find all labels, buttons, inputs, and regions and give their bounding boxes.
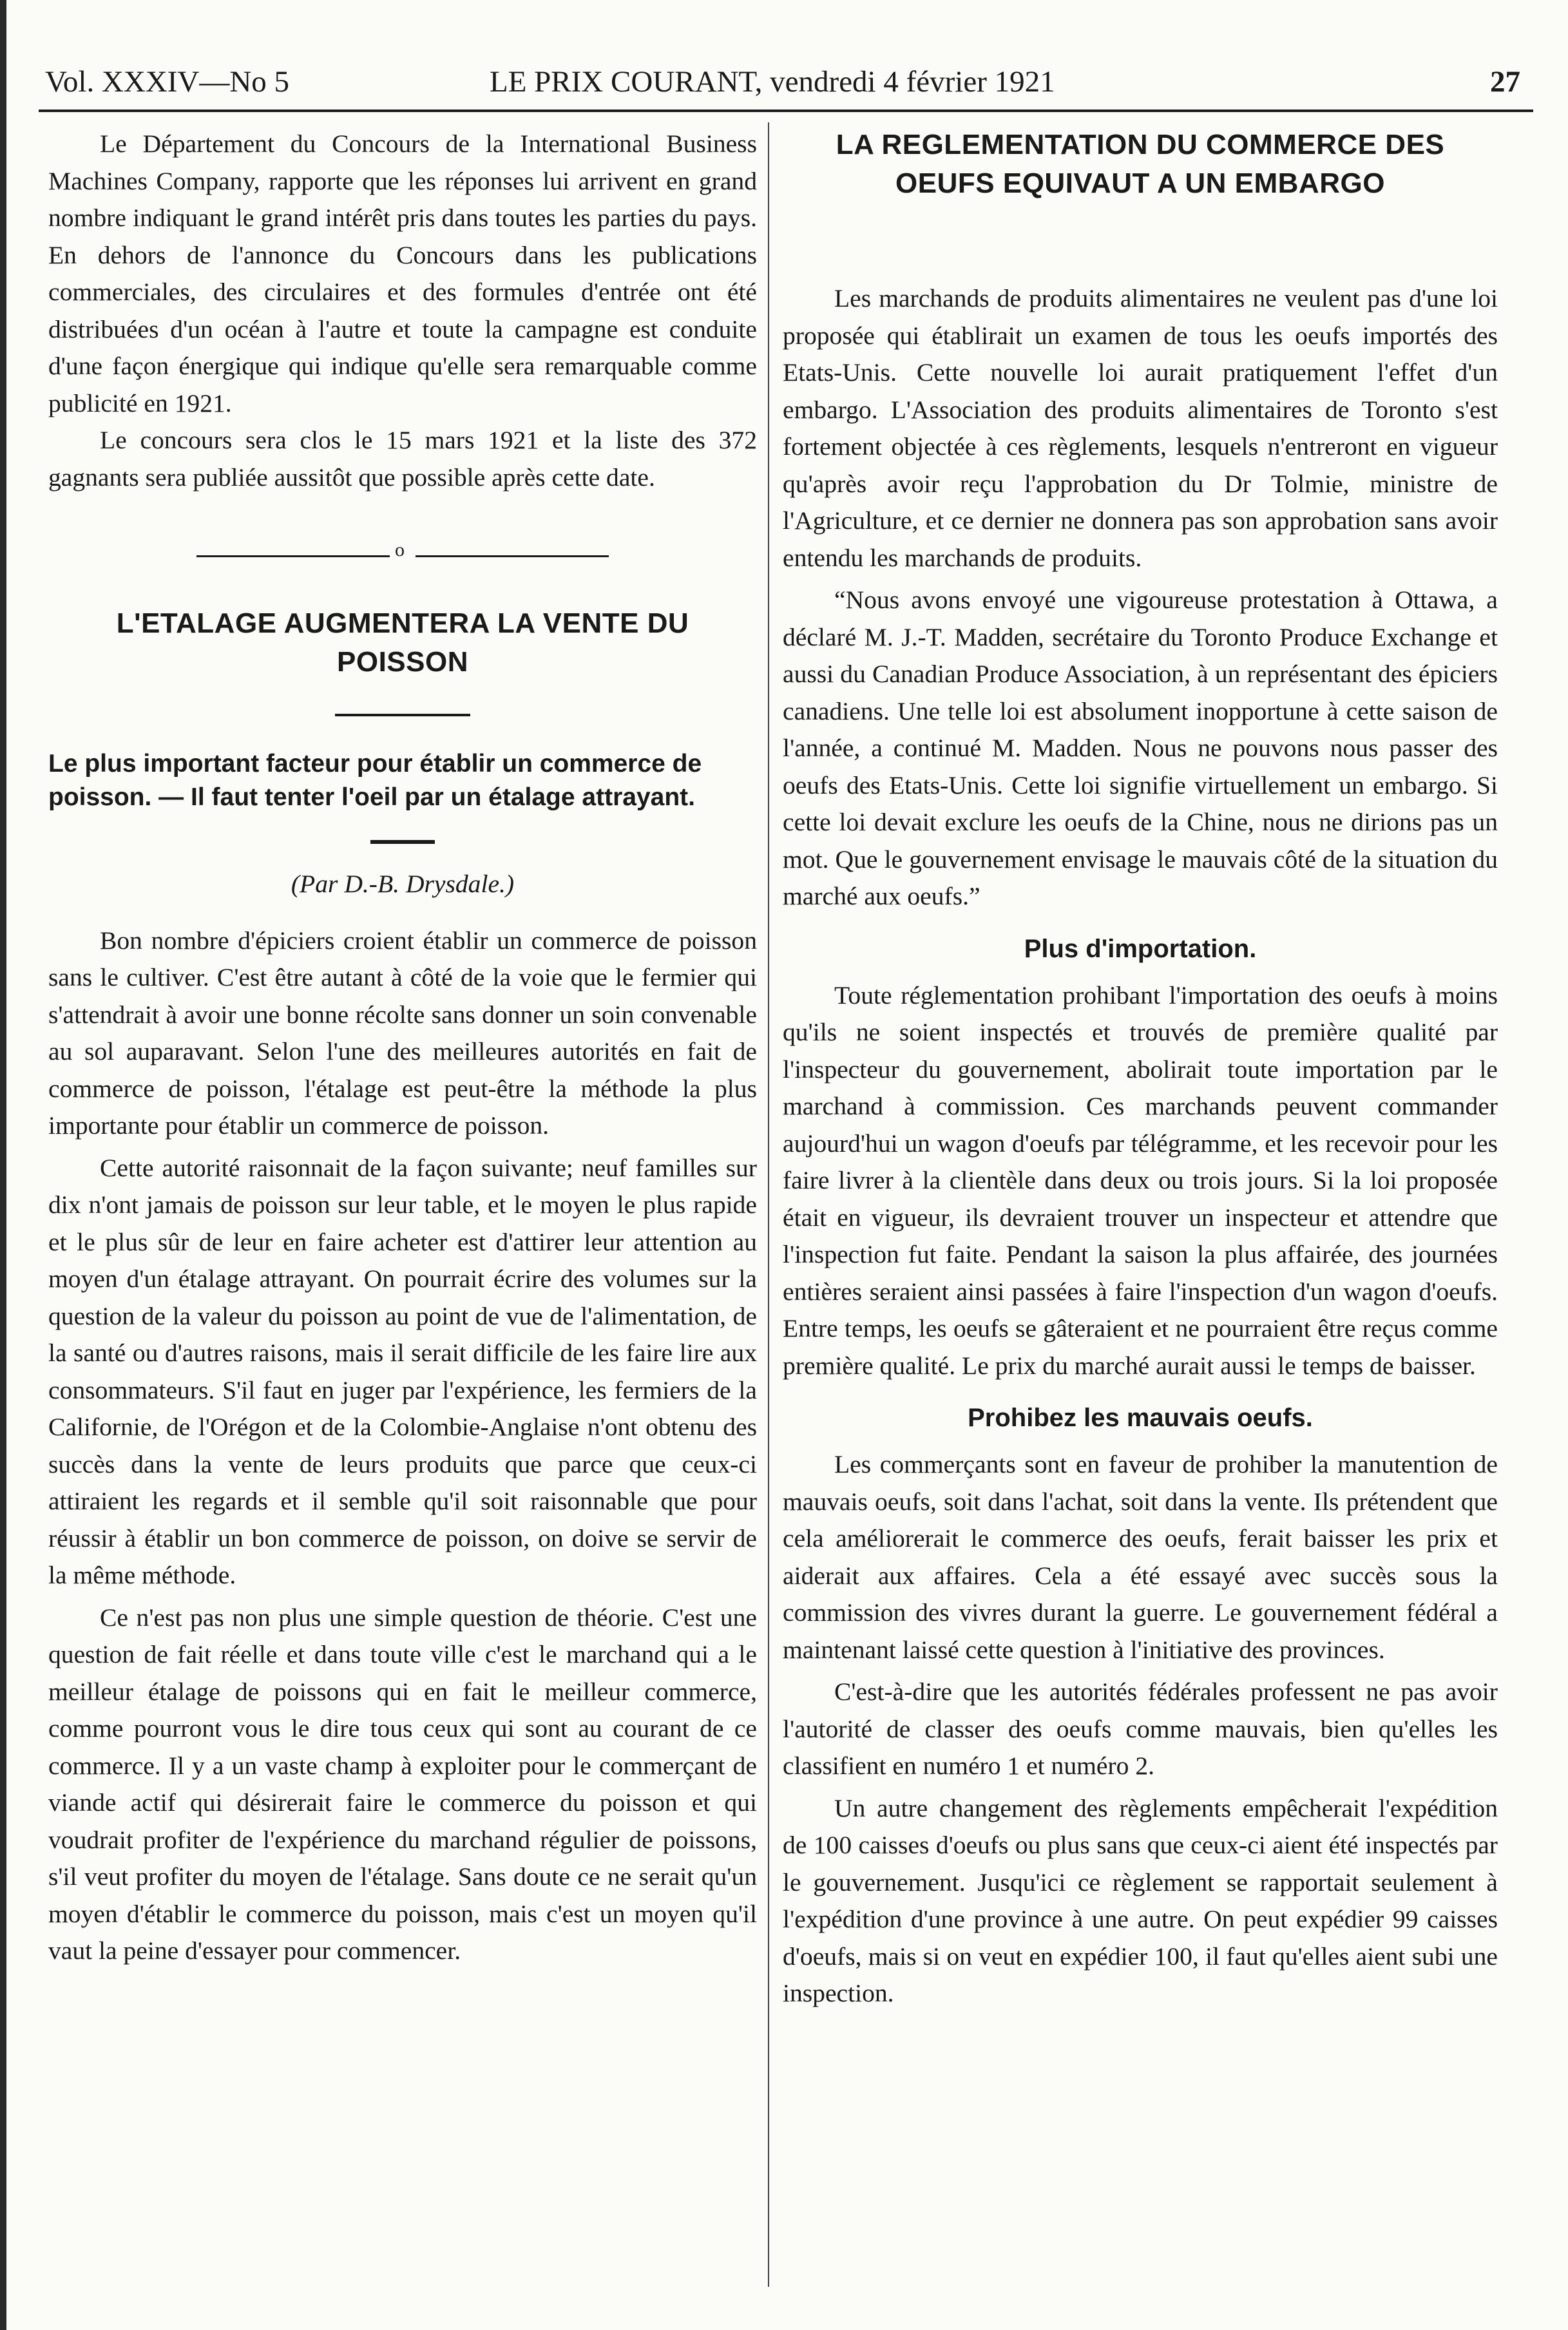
paragraph: Les marchands de produits alimentaires ne veulent pas d'une loi proposée qui établirait un examen de tous les oeufs importés des Etats-Unis. Cette nouvelle loi aurait pratiquement l'effet d'un embargo. L'Association des produits alimentaires de Toronto s'est fortement objectée à ces règlements, lesquels n'entreront en vigueur qu'après avoir reçu l'approbation du Dr Tolmie, ministre de l'Agriculture, et ce dernier ne donnera pas son approbation sans avoir entendu les marchands de produits. bbox=[783, 284, 1498, 572]
paragraph: Bon nombre d'épiciers croient établir un commerce de poisson sans le cultiver. C'est être autant à côté de la voie que le fermier qui s'attendrait à avoir une bonne récolte sans donner un soin convenable au sol auparavant. Selon l'une des meilleures autorités en fait de commerce de poisson, l'étalage est peut-être la méthode la plus importante pour établir un commerce de poisson. bbox=[48, 926, 757, 1140]
article-title: LA REGLEMENTATION DU COMMERCE DES OEUFS EQUIVAUT A UN EMBARGO bbox=[836, 129, 1445, 199]
section-heading: Prohibez les mauvais oeufs. bbox=[968, 1404, 1313, 1432]
section-separator bbox=[196, 539, 609, 566]
publication-title: LE PRIX COURANT, vendredi 4 février 1921 bbox=[490, 65, 1055, 99]
paragraph: Ce n'est pas non plus une simple question de théorie. C'est une question de fait réelle et dans toute ville c'est le marchand qui a le meilleur étalage de poissons qui en fait le meilleur commerce, comme pourront vous le dire tous ceux qui sont au courant de ce commerce. Il y a un vaste champ à exploiter pour le commerçant de viande actif qui désirerait faire le commerce du poisson et qui voudrait profiter de l'expérience du marchand régulier de poissons, s'il veut profiter du moyen de l'étalage. Sans doute ce ne serait qu'un moyen d'établir le commerce du poisson, mais c'est un moyen qu'il vaut la peine d'essayer pour commencer. bbox=[48, 1603, 757, 1965]
page-number: 27 bbox=[1490, 65, 1520, 99]
paragraph: Le Département du Concours de la International Business Machines Company, rapporte que les réponses lui arrivent en grand nombre indiquant le grand intérêt pris dans toutes les parties du pays. En dehors de l'annonce du Concours dans les publications commerciales, des circulaires et des formules d'entrée ont été distribuées d'un océan à l'autre et toute la campagne est conduite d'une façon énergique qui indique qu'elle sera remarquable comme publicité en 1921. bbox=[48, 129, 757, 417]
paragraph: Un autre changement des règlements empêcherait l'expédition de 100 caisses d'oeufs ou plus sans que ceux-ci aient été inspectés par le gouvernement. Jusqu'ici ce règlement se rapportait seulement à l'expédition d'une province à une autre. On peut expédier 99 caisses d'oeufs, mais si on veut en expédier 100, il faut qu'elles aient subi une inspection. bbox=[783, 1793, 1498, 2007]
page-header bbox=[45, 64, 1520, 110]
column-divider bbox=[768, 122, 769, 2287]
paragraph: Les commerçants sont en faveur de prohiber la manutention de mauvais oeufs, soit dans l'achat, soit dans la vente. Ils prétendent que cela améliorerait le commerce des oeufs, ferait baisser les prix et aiderait aux affaires. Cela a été essayé avec succès sous la commission des vivres durant la guerre. Le gouvernement fédéral a maintenant laissé cette question à l'initiative des provinces. bbox=[783, 1450, 1498, 1664]
article-title: L'ETALAGE AUGMENTERA LA VENTE DU POISSON bbox=[116, 607, 689, 678]
scan-edge bbox=[0, 0, 6, 2330]
left-column bbox=[48, 126, 757, 1970]
section-heading: Plus d'importation. bbox=[1024, 934, 1257, 963]
separator-mark: o bbox=[395, 539, 405, 560]
paragraph: Toute réglementation prohibant l'importation des oeufs à moins qu'ils ne soient inspectés et trouvés de première qualité par l'inspecteur du gouvernement, abolirait toute importation par le marchand à commission. Ces marchands peuvent commander aujourd'hui un wagon d'oeufs par télégramme, et les recevoir pour les faire livrer à la clientèle dans deux ou trois jours. Si la loi proposée était en vigueur, ils devraient trouver un inspecteur et attendre que l'inspection fut faite. Pendant la saison la plus affairée, des journées entières seraient ainsi passées à faire l'inspection d'un wagon d'oeufs. Entre temps, les oeufs se gâteraient et ne pourraient être reçus comme première qualité. Le prix du marché aurait aussi le temps de baisser. bbox=[783, 980, 1498, 1380]
byline: (Par D.-B. Drysdale.) bbox=[291, 870, 515, 898]
paragraph: Le concours sera clos le 15 mars 1921 et la liste des 372 gagnants sera publiée aussitôt que possible après cette date. bbox=[48, 426, 757, 492]
paragraph: Cette autorité raisonnait de la façon suivante; neuf familles sur dix n'ont jamais de poisson sur leur table, et le moyen le plus rapide et le plus sûr de leur en faire acheter est d'attirer leur attention au moyen d'un étalage attrayant. On pourrait écrire des volumes sur la question de la valeur du poisson au point de vue de l'alimentation, de la santé ou d'autres raisons, mais il serait difficile de les faire lire aux consommateurs. S'il faut en juger par l'expérience, les fermiers de la Californie, de l'Orégon et de la Colombie-Anglaise n'ont obtenu des succès dans la vente de leurs produits que parce que ceux-ci attiraient les regards et il semble qu'il soit raisonnable que pour réussir à établir un bon commerce de poisson, on doive se servir de la même méthode. bbox=[48, 1153, 757, 1589]
volume-label: Vol. XXXIV—No 5 bbox=[45, 65, 290, 99]
article-subtitle: Le plus important facteur pour établir un commerce de poisson. — Il faut tenter l'oeil par un étalage attrayant. bbox=[48, 750, 702, 811]
header-rule bbox=[39, 110, 1533, 112]
right-column bbox=[783, 126, 1498, 2012]
paragraph: C'est-à-dire que les autorités fédérales professent ne pas avoir l'autorité de classer des oeufs comme mauvais, bien qu'elles les classifient en numéro 1 et numéro 2. bbox=[783, 1677, 1498, 1780]
paragraph: “Nous avons envoyé une vigoureuse protestation à Ottawa, a déclaré M. J.-T. Madden, secrétaire du Toronto Produce Exchange et aussi du Canadian Produce Association, à un représentant des épiciers canadiens. Une telle loi est absolument inopportune à cette saison de l'année, a continué M. Madden. Nous ne pouvons nous passer des oeufs des Etats-Unis. Cette loi signifie virtuellement un embargo. Si cette loi devait exclure les oeufs de la Chine, nous ne dirions pas un mot. Que le gouvernement envisage le mauvais côté de la situation du marché aux oeufs.” bbox=[783, 586, 1498, 910]
